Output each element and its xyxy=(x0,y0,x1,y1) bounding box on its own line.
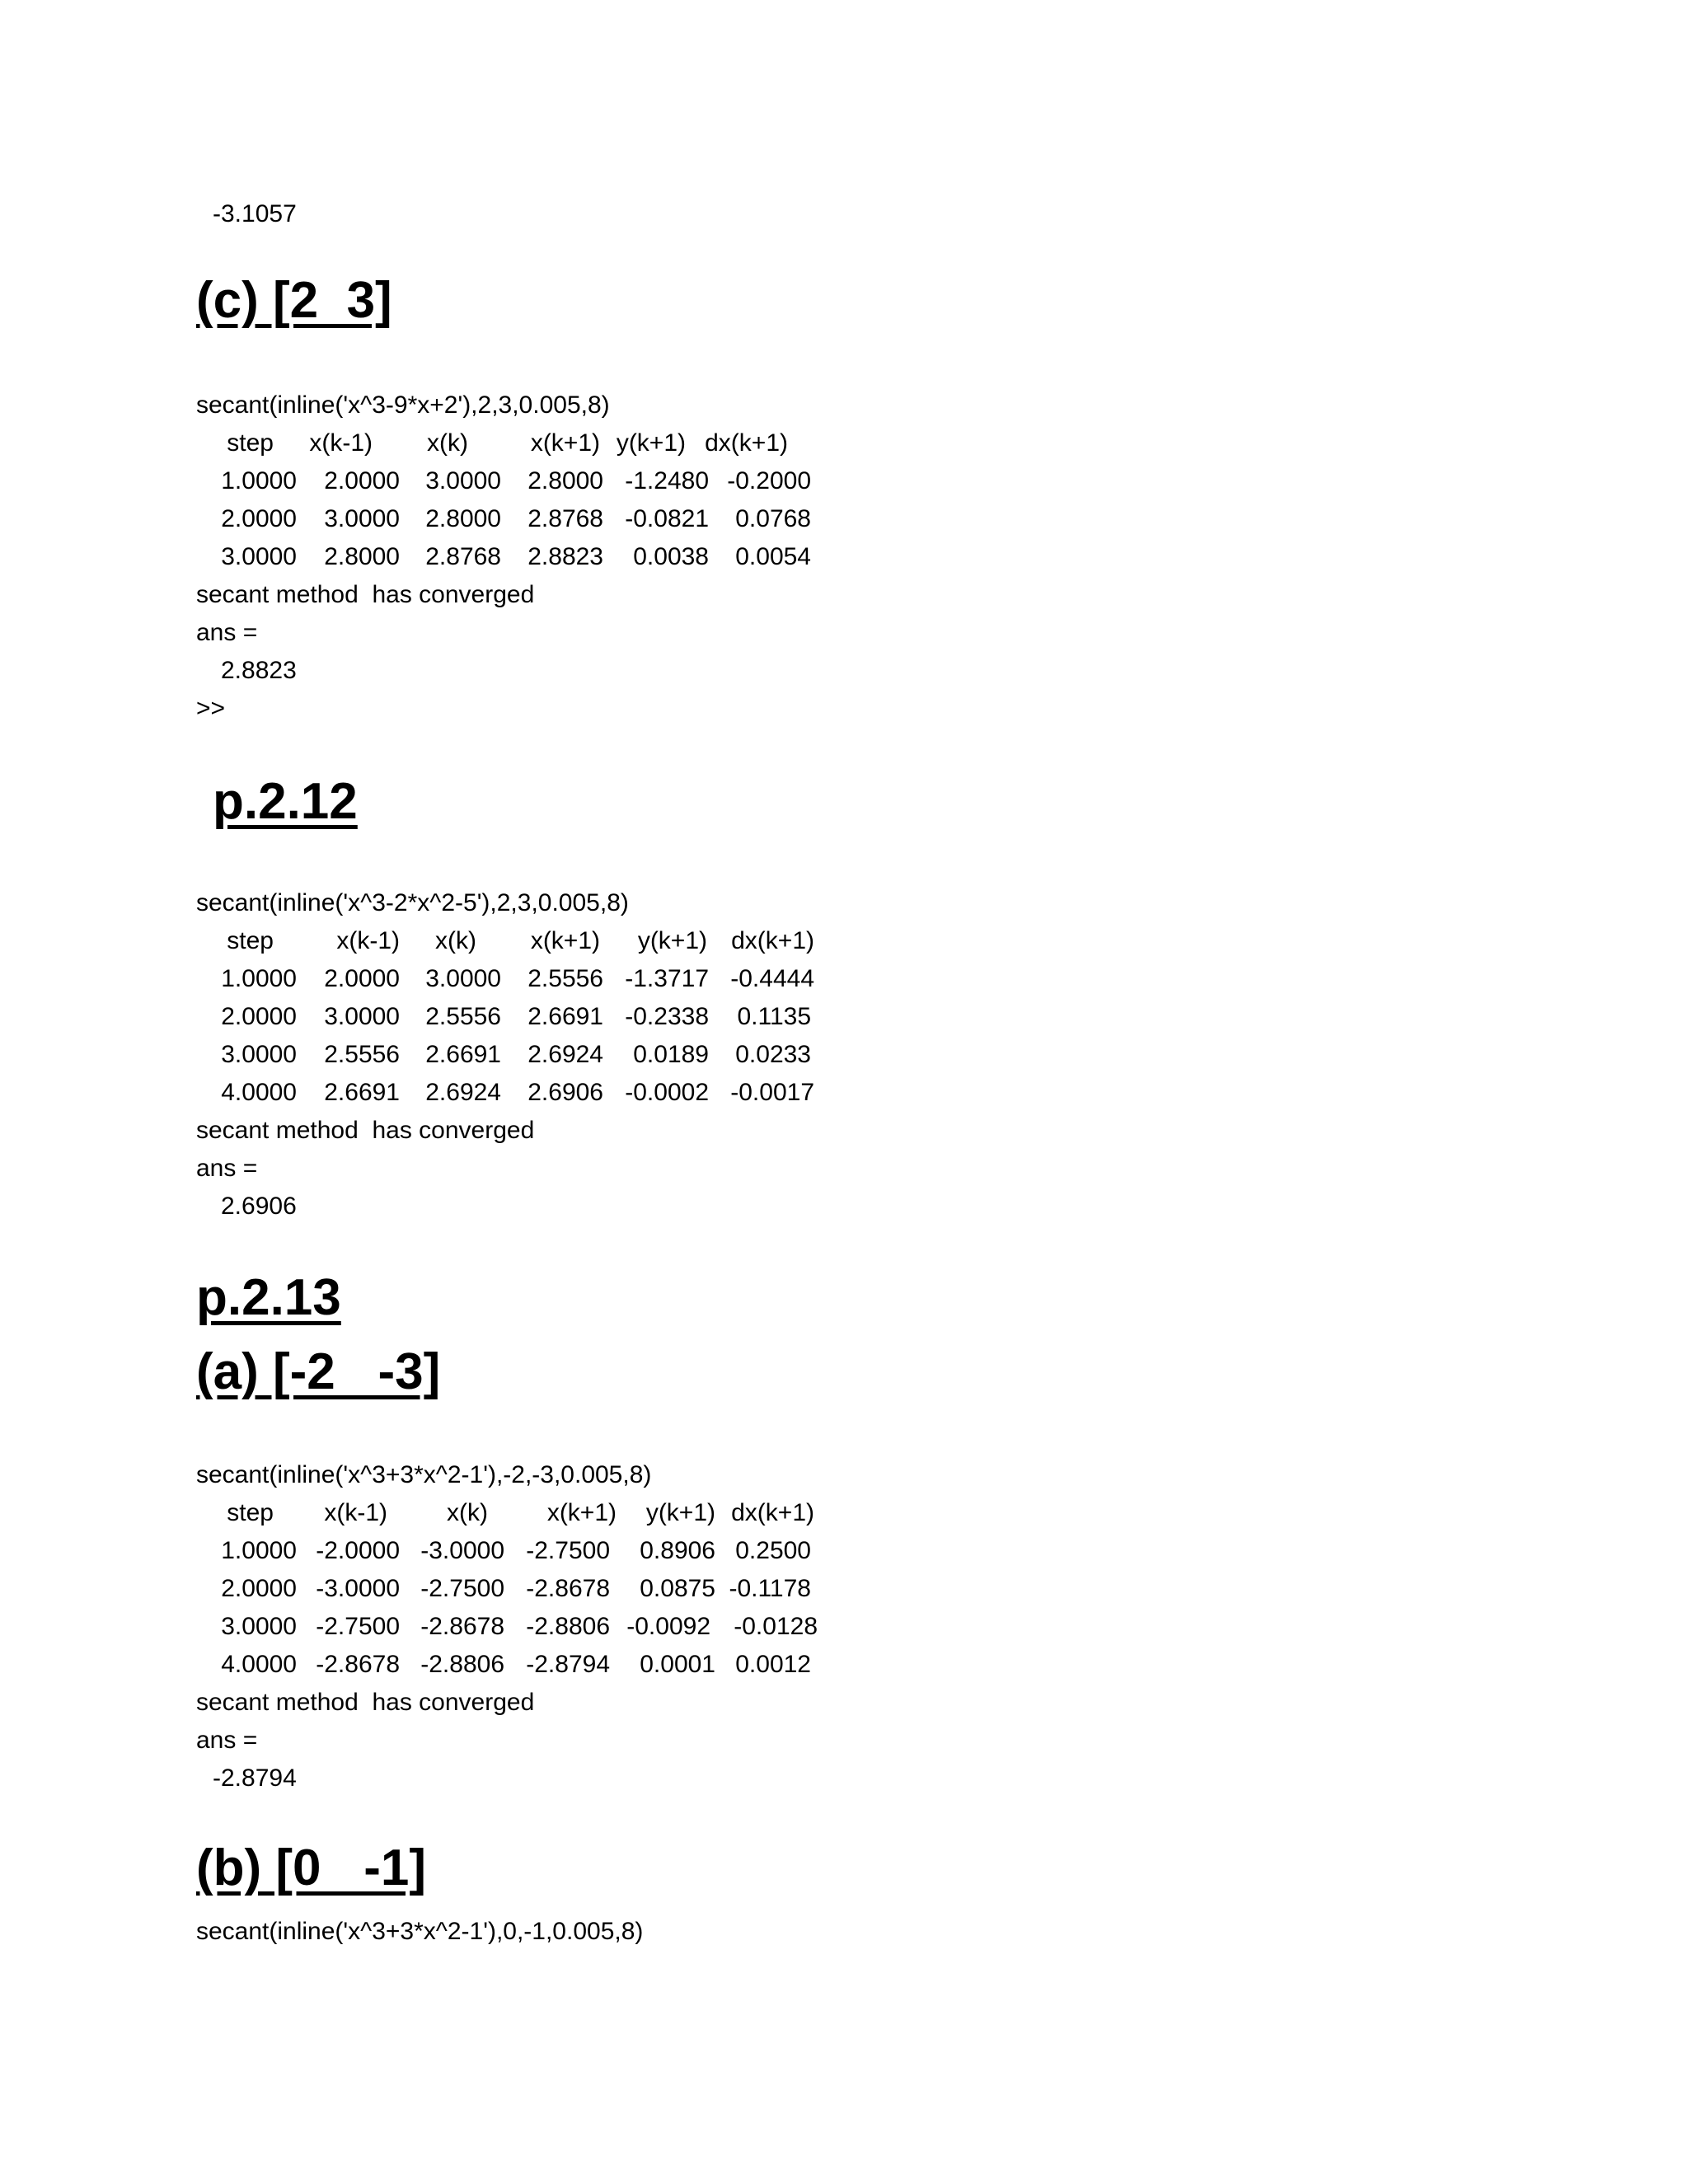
cell: 0.0038 xyxy=(633,543,709,570)
cell: 0.8906 xyxy=(640,1537,715,1564)
section-p213a-heading: (a) [-2 -3] xyxy=(196,1343,441,1400)
cell: -0.2000 xyxy=(727,467,811,494)
cell: 1.0000 xyxy=(221,1537,297,1564)
cell: 1.0000 xyxy=(221,467,297,494)
cell: 2.6924 xyxy=(528,1041,603,1068)
cell: -2.8806 xyxy=(526,1613,610,1640)
section-c-prompt: >> xyxy=(196,695,226,722)
section-c-header-row xyxy=(0,429,907,458)
header-step: step xyxy=(227,1499,274,1526)
header-xk+1: x(k+1) xyxy=(530,927,600,954)
cell: 1.0000 xyxy=(221,965,297,992)
header-xk: x(k) xyxy=(435,927,476,954)
table-row xyxy=(0,964,907,994)
cell: 2.8000 xyxy=(324,543,400,570)
cell: -0.1178 xyxy=(729,1575,811,1602)
cell: 2.6924 xyxy=(425,1079,501,1106)
section-p213a-header-row xyxy=(0,1498,907,1528)
table-row xyxy=(0,1650,907,1680)
cell: -0.2338 xyxy=(625,1003,709,1030)
header-dxk+1: dx(k+1) xyxy=(705,429,788,457)
cell: -2.8806 xyxy=(420,1651,504,1678)
cell: -2.0000 xyxy=(316,1537,400,1564)
header-step: step xyxy=(227,429,274,457)
section-p213-heading: p.2.13 xyxy=(196,1269,341,1326)
cell: -0.0002 xyxy=(625,1079,709,1106)
table-row xyxy=(0,1078,907,1108)
cell: 4.0000 xyxy=(221,1651,297,1678)
section-c-ans-value: 2.8823 xyxy=(221,657,297,684)
header-xk+1: x(k+1) xyxy=(530,429,600,457)
cell: -1.2480 xyxy=(625,467,709,494)
cell: -2.7500 xyxy=(420,1575,504,1602)
cell: -3.0000 xyxy=(316,1575,400,1602)
header-xk: x(k) xyxy=(427,429,468,457)
cell: 0.1135 xyxy=(737,1003,811,1030)
table-row xyxy=(0,1040,907,1070)
cell: 2.0000 xyxy=(221,1575,297,1602)
cell: -2.7500 xyxy=(526,1537,610,1564)
cell: -0.0092 xyxy=(626,1613,710,1640)
cell: 0.0001 xyxy=(640,1651,715,1678)
cell: 3.0000 xyxy=(221,543,297,570)
cell: 3.0000 xyxy=(425,467,501,494)
cell: 2.6691 xyxy=(528,1003,603,1030)
header-step: step xyxy=(227,927,274,954)
cell: 2.0000 xyxy=(221,1003,297,1030)
cell: 0.0012 xyxy=(735,1651,811,1678)
cell: 0.2500 xyxy=(735,1537,811,1564)
cell: 2.8768 xyxy=(425,543,501,570)
header-yk+1: y(k+1) xyxy=(637,927,707,954)
cell: 2.0000 xyxy=(324,467,400,494)
cell: -0.0821 xyxy=(625,505,709,532)
cell: 2.0000 xyxy=(221,505,297,532)
header-xk-1: x(k-1) xyxy=(324,1499,387,1526)
cell: 0.0189 xyxy=(633,1041,709,1068)
header-dxk+1: dx(k+1) xyxy=(731,1499,814,1526)
section-p212-ans-value: 2.6906 xyxy=(221,1193,297,1220)
cell: 2.6691 xyxy=(324,1079,400,1106)
cell: 0.0768 xyxy=(735,505,811,532)
header-xk-1: x(k-1) xyxy=(336,927,400,954)
section-p213b-command: secant(inline('x^3+3*x^2-1'),0,-1,0.005,8) xyxy=(196,1918,644,1945)
header-yk+1: y(k+1) xyxy=(616,429,686,457)
section-p212-header-row xyxy=(0,926,907,956)
cell: -2.8678 xyxy=(316,1651,400,1678)
cell: 2.6906 xyxy=(528,1079,603,1106)
cell: -2.8678 xyxy=(526,1575,610,1602)
cell: 3.0000 xyxy=(324,1003,400,1030)
cell: 2.8000 xyxy=(528,467,603,494)
cell: 2.5556 xyxy=(528,965,603,992)
cell: -2.8794 xyxy=(526,1651,610,1678)
table-row xyxy=(0,466,907,496)
cell: 0.0054 xyxy=(735,543,811,570)
section-p213a-ans-label: ans = xyxy=(196,1727,258,1754)
header-xk-1: x(k-1) xyxy=(309,429,373,457)
cell: 3.0000 xyxy=(324,505,400,532)
table-row xyxy=(0,1612,907,1642)
section-p212-heading: p.2.12 xyxy=(213,773,358,830)
section-p212-command: secant(inline('x^3-2*x^2-5'),2,3,0.005,8) xyxy=(196,889,629,916)
section-p213a-command: secant(inline('x^3+3*x^2-1'),-2,-3,0.005,8) xyxy=(196,1461,652,1488)
cell: -0.0128 xyxy=(734,1613,818,1640)
cell: 2.5556 xyxy=(425,1003,501,1030)
section-p212-ans-label: ans = xyxy=(196,1155,258,1182)
section-c-command: secant(inline('x^3-9*x+2'),2,3,0.005,8) xyxy=(196,391,610,419)
cell: 3.0000 xyxy=(221,1613,297,1640)
table-row xyxy=(0,1002,907,1032)
cell: 0.0875 xyxy=(640,1575,715,1602)
section-p213a-ans-value: -2.8794 xyxy=(213,1765,297,1792)
table-row xyxy=(0,542,907,572)
section-c-ans-label: ans = xyxy=(196,619,258,646)
cell: -0.4444 xyxy=(730,965,814,992)
table-row xyxy=(0,1574,907,1604)
cell: -1.3717 xyxy=(625,965,709,992)
section-c-converged: secant method has converged xyxy=(196,581,535,608)
header-xk+1: x(k+1) xyxy=(546,1499,617,1526)
header-xk: x(k) xyxy=(447,1499,488,1526)
header-dxk+1: dx(k+1) xyxy=(731,927,814,954)
cell: 2.8000 xyxy=(425,505,501,532)
cell: -3.0000 xyxy=(420,1537,504,1564)
header-yk+1: y(k+1) xyxy=(645,1499,715,1526)
table-row xyxy=(0,1536,907,1566)
section-p213b-heading: (b) [0 -1] xyxy=(196,1840,426,1896)
section-p212-converged: secant method has converged xyxy=(196,1117,535,1144)
cell: 2.0000 xyxy=(324,965,400,992)
cell: 4.0000 xyxy=(221,1079,297,1106)
section-c-heading: (c) [2 3] xyxy=(196,272,392,329)
cell: 2.6691 xyxy=(425,1041,501,1068)
cell: 3.0000 xyxy=(425,965,501,992)
table-row xyxy=(0,504,907,534)
cell: 2.5556 xyxy=(324,1041,400,1068)
cell: 2.8768 xyxy=(528,505,603,532)
cell: -2.7500 xyxy=(316,1613,400,1640)
cell: -0.0017 xyxy=(730,1079,814,1106)
top-value: -3.1057 xyxy=(213,200,297,227)
cell: -2.8678 xyxy=(420,1613,504,1640)
cell: 3.0000 xyxy=(221,1041,297,1068)
section-p213a-converged: secant method has converged xyxy=(196,1689,535,1716)
cell: 0.0233 xyxy=(735,1041,811,1068)
cell: 2.8823 xyxy=(528,543,603,570)
